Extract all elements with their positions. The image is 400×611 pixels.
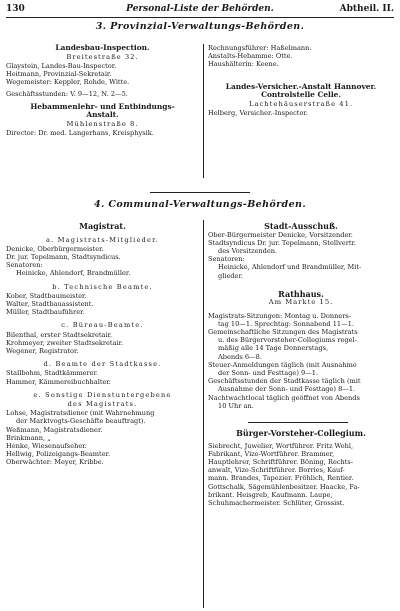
rathaus-line: Gemeinschaftliche Sitzungen des Magistrats: [208, 328, 358, 337]
group-b-title: b. Technische Beamte.: [52, 282, 153, 291]
rathaus-line: Geschäftsstunden der Stadtkasse täglich (mit: [208, 377, 361, 386]
bauinsp-title: Landesbau-Inspection.: [55, 43, 150, 52]
section-3-right: [208, 44, 394, 117]
member-line: Henke, Wiesenaufseher.: [6, 442, 87, 451]
section-marker: Abtheil. II.: [339, 4, 394, 14]
staff-line: Haushälterin: Keene.: [208, 60, 279, 69]
column-divider-bottom: [203, 220, 204, 608]
section-separator: [150, 192, 250, 193]
rathaus-line: u. des Bürgervorsteher-Collegiums regel-: [218, 336, 357, 345]
section-4-heading: 4. Communal-Verwaltungs-Behörden.: [93, 199, 307, 210]
member-line: Müller, Stadtbauführer.: [6, 308, 85, 317]
senatoren-line: Heinicke, Ahlendorf, Brandmüller.: [16, 269, 131, 278]
member-line: Hammer, Kämmereibuchhalter.: [6, 377, 111, 386]
member-line: Walter, Stadtbauassistent.: [6, 300, 94, 309]
rathaus-line: tag 10—1. Sprechtag: Sonnabend 11—1.: [218, 319, 354, 328]
rathaus-line: 10 Uhr an.: [218, 401, 254, 410]
member-line: Denicke, Oberbürgermeister.: [6, 244, 104, 253]
buergervorsteher-line: Fabrikant, Vize-Wortführer. Brammer,: [208, 449, 335, 458]
member-line: Hellwig, Polizeigangs-Beamter.: [6, 450, 111, 459]
stadtausschuss-title: Stadt-Ausschuß.: [264, 221, 338, 231]
stadtausschuss-line: Senatoren:: [208, 255, 245, 264]
buergervorsteher-line: Schuhmachermeister. Schlüter, Grossist.: [208, 499, 345, 508]
magistrat-title: Magistrat.: [79, 221, 126, 231]
buergervorsteher-line: Siebrecht, Juwelier, Wortführer. Fritz Wehl,: [208, 441, 354, 450]
lva-title: Landes-Versicher.-Anstalt Hannover.: [225, 81, 377, 91]
group-d-title: d. Beamte der Stadtkasse.: [43, 360, 162, 369]
member-line: der Marktvogts-Geschäfte beauftragt).: [16, 417, 146, 426]
member-line: Krohmeyer, zweiter Stadtsekretair.: [6, 338, 124, 347]
bauinsp-line: Wegemeister: Keppler, Rohde, Witte.: [6, 78, 130, 87]
member-line: Bilenthal, erster Stadtsekretair.: [6, 330, 113, 339]
buergervorsteher-title: Bürger-Vorsteher-Collegium.: [236, 428, 366, 439]
member-line: Oberwächter: Meyer, Kribbe.: [6, 458, 104, 467]
rathaus-line: mäßig alle 14 Tage Donnerstags,: [218, 344, 329, 353]
rathaus-title: Rathhaus.: [278, 288, 324, 299]
stadtausschuss-line: des Vorsitzenden.: [218, 247, 278, 255]
buergervorsteher-line: anwalt, Vize-Schriftführer. Borries, Kauf-: [208, 466, 345, 475]
bauinsp-line: Glaystein, Landes-Bau-Inspector.: [6, 61, 117, 70]
member-line: Stallbohm, Stadtkämmerer.: [6, 369, 99, 378]
bauinsp-address: Breitestraße 32.: [66, 52, 139, 61]
hebamm-director: Director: Dr. med. Langerhans, Kreisphysik.: [6, 129, 154, 137]
rathaus-line: der Sonn- und Festtage) 9—1.: [218, 369, 319, 378]
section-3-left: [6, 44, 199, 137]
geschaeftsstunden: Geschäftsstunden: V. 9—12, N. 2—5.: [6, 90, 128, 99]
stadtausschuss-line: Ober-Bürgermeister Denicke, Vorsitzender.: [208, 230, 353, 239]
staff-line: Anstalts-Hebamme: Otte.: [208, 52, 293, 61]
buergervorsteher-line: brikant. Heisgreb, Kaufmann. Laupe,: [208, 490, 333, 499]
rathaus-line: Nachtwachtlocal täglich geöffnet von Abends: [208, 393, 360, 402]
group-c-title: c. Büreau-Beamte.: [61, 321, 144, 330]
staff-line: Rechnungsführer: Haßelmann.: [208, 44, 312, 52]
page-number: 130: [6, 4, 25, 14]
lva-subtitle: Controlstelle Celle.: [261, 90, 341, 100]
section-4-right: [208, 222, 394, 507]
member-line: Weßmann, Magistratsdiener.: [6, 425, 103, 434]
member-line: Dr. jur. Tepelmann, Stadtsyndicus.: [6, 253, 121, 261]
lva-address: Lachtehäuserstraße 41.: [248, 99, 354, 108]
member-line: Brinkmann, „: [6, 433, 51, 442]
page-header: [6, 4, 394, 18]
section-4-left: [6, 222, 199, 467]
rathaus-line: Abends 6—8.: [218, 352, 262, 361]
member-line: Senatoren:: [6, 261, 43, 270]
group-e-title-2: des Magistrats.: [67, 400, 138, 409]
buergervorsteher-line: Hauptlehrer, Schriftführer. Böning, Rechts-: [208, 458, 354, 467]
rathaus-line: Ausnahme der Sonn- und Festtage) 8—1.: [218, 385, 356, 394]
member-line: Lohse, Magistratsdiener (mit Wahrnehmung: [6, 409, 155, 418]
section-4: [6, 200, 394, 211]
buergervorsteher-line: Gottschalk, Sägemühlenbesitzer. Haacke, Fa-: [208, 482, 360, 491]
member-line: Kober, Stadtbaumeister.: [6, 291, 87, 300]
group-e-title: e. Sonstige Dienstuntergebene: [33, 390, 172, 399]
section-3-heading: 3. Provinzial-Verwaltungs-Behörden.: [95, 21, 305, 32]
group-a-title: a. Magistrats-Mitglieder.: [45, 235, 159, 244]
column-divider-top: [203, 44, 204, 178]
stadtausschuss-line: Heinicke, Ahlendorf und Brandmüller, Mit-: [218, 263, 362, 272]
rathaus-line: Magistrats-Sitzungen: Montag u. Donners-: [208, 311, 352, 320]
stadtausschuss-line: glieder.: [218, 271, 243, 280]
hebamm-title-2: Anstalt.: [86, 110, 119, 120]
bauinsp-line: Heitmann, Provinzial-Sekretair.: [6, 70, 112, 78]
hebamm-title: Hebammenlehr- und Entbindungs-: [30, 101, 175, 111]
rathaus-line: Steuer-Anmeldungen täglich (mit Ausnahme: [208, 360, 357, 369]
sub-separator: [248, 422, 348, 423]
running-title: Personal-Liste der Behörden.: [126, 4, 274, 14]
lva-line: Helberg, Versicher.-Inspector.: [208, 109, 308, 117]
buergervorsteher-line: mann. Brandes, Tapezier. Fröhlich, Rentier.: [208, 474, 354, 483]
member-line: Wegener, Registrator.: [6, 347, 79, 356]
stadtausschuss-line: Stadtsyndicus Dr. jur. Tepelmann, Stellvertr.: [208, 238, 357, 247]
rathaus-address: Am Markte 15.: [268, 298, 334, 307]
hebamm-address: Mühlenstraße 8.: [66, 119, 139, 128]
section-3: [6, 22, 394, 33]
